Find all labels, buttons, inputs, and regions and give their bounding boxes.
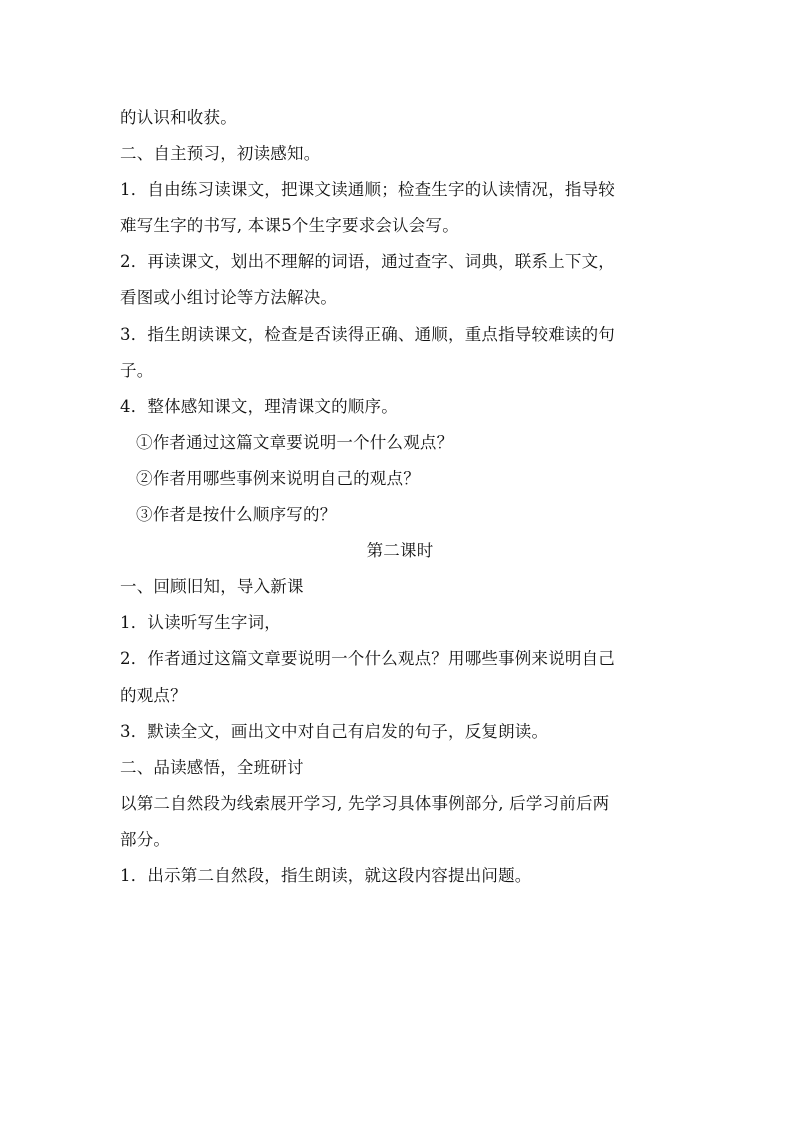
text-line: 的认识和收获。	[120, 108, 237, 127]
text-line: 1．出示第二自然段，指生朗读，就这段内容提出问题。	[120, 865, 532, 885]
text-line: 的观点？	[120, 685, 187, 705]
text-line: 4．整体感知课文，理清课文的顺序。	[120, 396, 398, 416]
text-line: 看图或小组讨论等方法解决。	[120, 288, 338, 308]
text-line: 1．认读听写生字词，	[120, 613, 281, 633]
question-item: ③作者是按什么顺序写的？	[136, 505, 337, 525]
text-line: 2．再读课文，划出不理解的词语，通过查字、词典，联系上下文，	[120, 252, 615, 272]
text-line: 以第二自然段为线索展开学习, 先学习具体事例部分, 后学习前后两	[120, 793, 610, 813]
question-item: ②作者用哪些事例来说明自己的观点？	[136, 468, 420, 488]
text-line: 部分。	[120, 829, 171, 849]
section-heading: 二、自主预习，初读感知。	[120, 144, 321, 164]
lesson-title: 第二课时	[366, 541, 434, 561]
document-body	[120, 100, 680, 894]
text-line: 2．作者通过这篇文章要说明一个什么观点？用哪些事例来说明自己	[120, 649, 615, 669]
text-line: 难写生字的书写, 本课5个生字要求会认会写。	[120, 216, 459, 236]
question-item: ①作者通过这篇文章要说明一个什么观点？	[136, 432, 454, 452]
section-heading: 二、品读感悟，全班研讨	[120, 757, 304, 777]
text-line: 1．自由练习读课文，把课文读通顺；检查生字的认读情况，指导较	[120, 180, 615, 200]
section-heading: 一、回顾旧知，导入新课	[120, 577, 304, 597]
text-line: 3．指生朗读课文，检查是否读得正确、通顺，重点指导较难读的句	[120, 324, 615, 344]
text-line: 子。	[120, 360, 154, 380]
text-line: 3．默读全文，画出文中对自己有启发的句子，反复朗读。	[120, 721, 549, 741]
